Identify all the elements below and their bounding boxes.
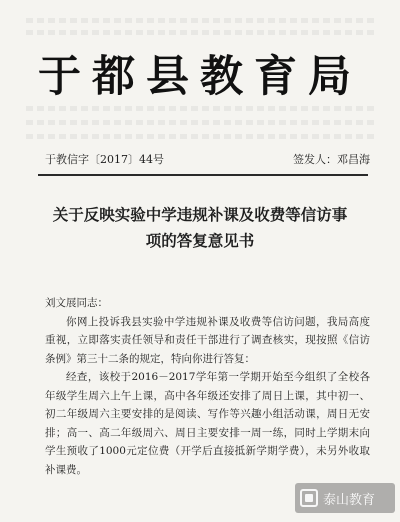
- title-line-1: 关于反映实验中学违规补课及收费等信访事: [52, 206, 348, 224]
- document-body: [45, 294, 370, 479]
- bleed-through-line: [26, 120, 376, 125]
- bleed-through-line: [26, 18, 376, 23]
- body-paragraph-1: 你网上投诉我县实验中学违规补课及收费等信访问题，我局高度重视，立即落实责任领导和责任干部进行了调查核实，现按照《信访条例》第三十二条的规定，特向你进行答复：: [45, 315, 370, 365]
- letterhead-title: 于都县教育局: [38, 52, 362, 102]
- salutation: 刘文展同志：: [45, 297, 108, 309]
- bleed-through-line: [26, 106, 376, 111]
- document-number: 于教信字〔2017〕44号: [45, 153, 164, 166]
- document-title: [40, 202, 360, 254]
- bleed-through-line: [26, 134, 376, 139]
- body-paragraph-2: 经查，该校于2016－2017学年第一学期开始至今组织了全校各年级学生周六上午上课，高中各年级还安排了周日上课，其中初一、初二年级周六主要安排的是阅读、写作等兴趣小组活动课，周日无安排；高一、高二年级周六、周日主要安排一周一练，同时上学期末向学生预收了1000元定位费（开学后直接抵新学期学费），未另外收取补课费。: [45, 371, 370, 476]
- header-divider: [38, 174, 368, 176]
- watermark-text: 泰山教育: [323, 493, 376, 508]
- document-meta-line: [45, 151, 370, 169]
- signer: 签发人：邓昌海: [293, 153, 370, 166]
- watermark-logo-icon: [300, 489, 318, 507]
- watermark: [295, 483, 395, 513]
- title-line-2: 项的答复意见书: [145, 232, 255, 250]
- bleed-through-line: [26, 30, 376, 35]
